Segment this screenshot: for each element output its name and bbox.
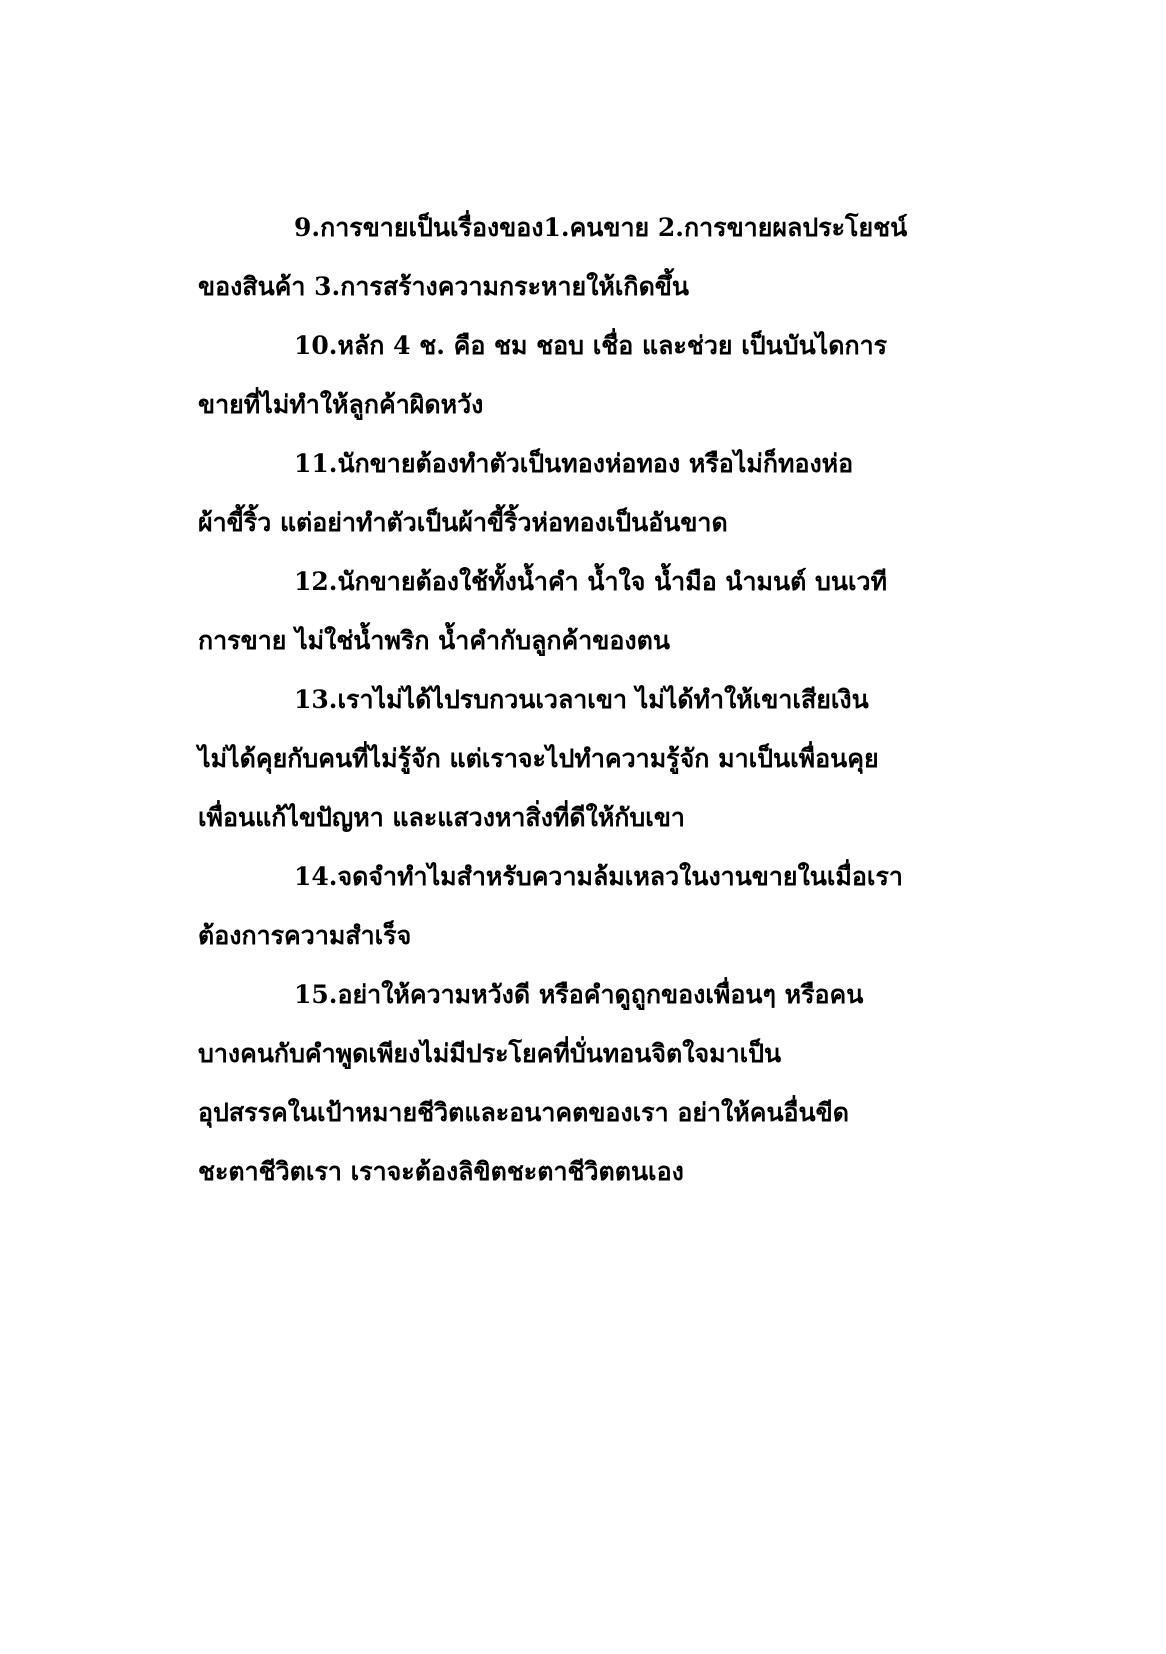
- text-line: ชะตาชีวิตเรา เราจะต้องลิขิตชะตาชีวิตตนเอง: [198, 1157, 684, 1186]
- text-line: ต้องการความสำเร็จ: [198, 921, 412, 950]
- body-text: [198, 198, 968, 1201]
- text-line: ไม่ได้คุยกับคนที่ไม่รู้จัก แต่เราจะไปทำความรู้จัก มาเป็นเพื่อนคุย: [198, 744, 879, 773]
- text-line: ของสินค้า 3.การสร้างความกระหายให้เกิดขึ้น: [198, 272, 689, 301]
- text-line: 12.นักขายต้องใช้ทั้งน้ำคำ น้ำใจ น้ำมือ นำมนต์ บนเวที: [294, 567, 888, 596]
- text-line: บางคนกับคำพูดเพียงไม่มีประโยคที่บั่นทอนจิตใจมาเป็น: [198, 1039, 782, 1068]
- text-line: 13.เราไม่ได้ไปรบกวนเวลาเขา ไม่ได้ทำให้เขาเสียเงิน: [294, 685, 869, 714]
- text-line: อุปสรรคในเป้าหมายชีวิตและอนาคตของเรา อย่าให้คนอื่นขีด: [198, 1098, 849, 1127]
- text-line: ผ้าขี้ริ้ว แต่อย่าทำตัวเป็นผ้าขี้ริ้วห่อทองเป็นอันขาด: [198, 508, 728, 537]
- text-line: เพื่อนแก้ไขปัญหา และแสวงหาสิ่งที่ดีให้กับเขา: [198, 803, 685, 832]
- text-line: 14.จดจำทำไมสำหรับความล้มเหลวในงานขายในเมื่อเรา: [294, 862, 903, 891]
- text-line: 15.อย่าให้ความหวังดี หรือคำดูถูกของเพื่อนๆ หรือคน: [294, 980, 864, 1009]
- text-line: 9.การขายเป็นเรื่องของ1.คนขาย 2.การขายผลประโยชน์: [294, 213, 908, 242]
- text-line: 10.หลัก 4 ช. คือ ชม ชอบ เชื่อ และช่วย เป็นบันไดการ: [294, 331, 888, 360]
- text-line: 11.นักขายต้องทำตัวเป็นทองห่อทอง หรือไม่ก็ทองห่อ: [294, 449, 854, 478]
- text-line: ขายที่ไม่ทำให้ลูกค้าผิดหวัง: [198, 390, 484, 419]
- text-line: การขาย ไม่ใช่น้ำพริก น้ำคำกับลูกค้าของตน: [198, 626, 670, 655]
